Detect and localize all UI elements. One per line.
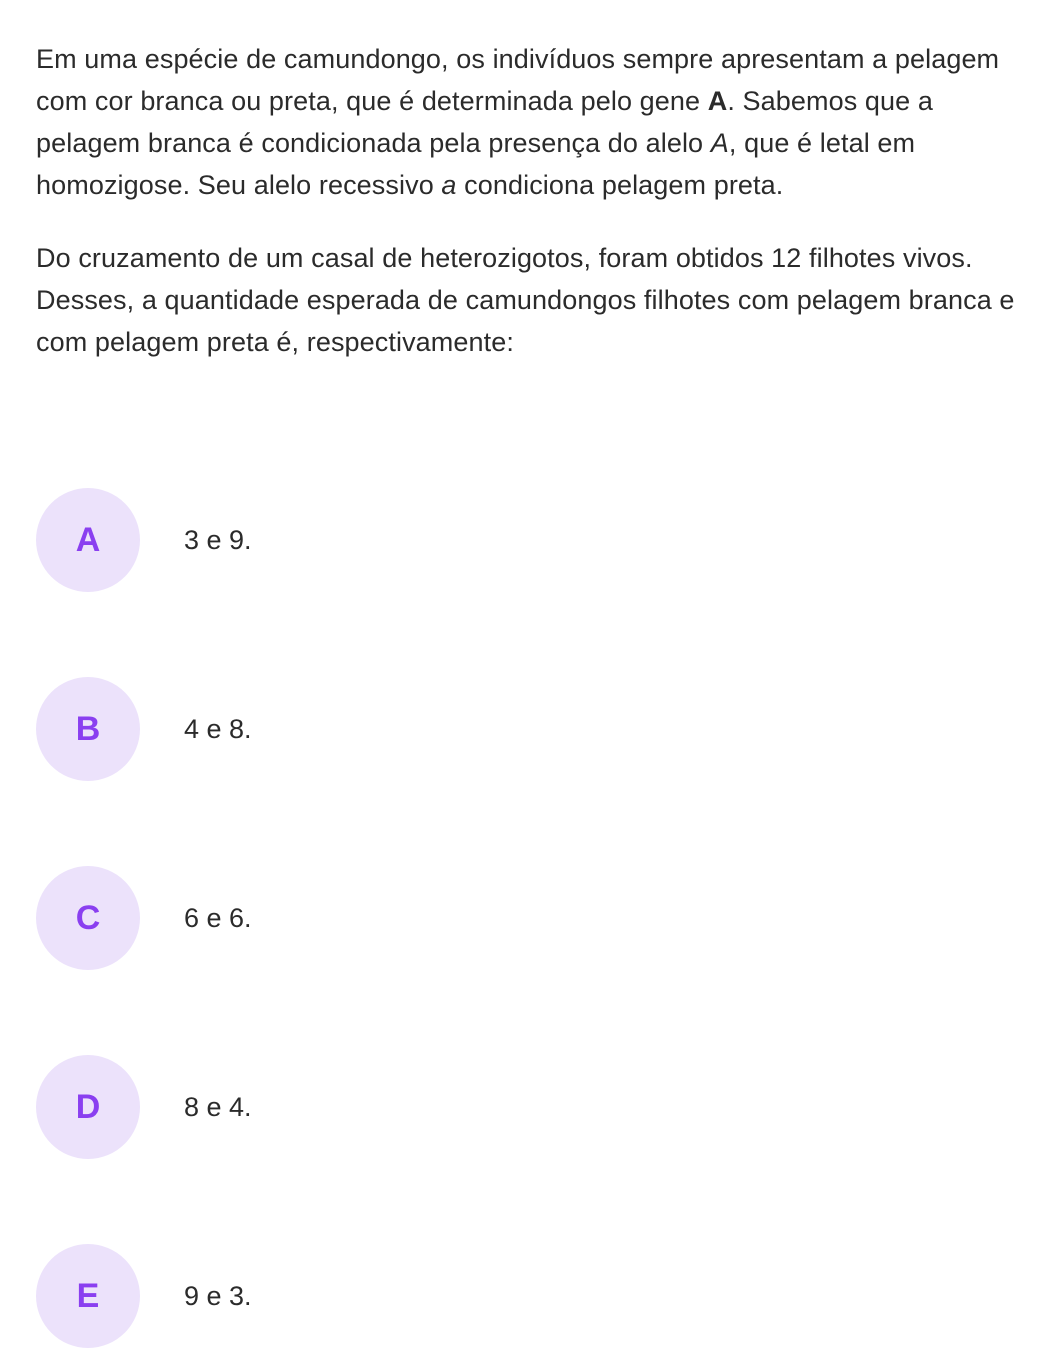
option-d-text: 8 e 4. bbox=[184, 1091, 252, 1122]
option-e-letter: E bbox=[76, 1276, 100, 1315]
option-e[interactable] bbox=[36, 1244, 936, 1348]
option-e-text: 9 e 3. bbox=[184, 1280, 252, 1311]
option-c[interactable] bbox=[36, 866, 936, 970]
option-d-letter-badge bbox=[36, 1055, 140, 1159]
option-a[interactable] bbox=[36, 488, 936, 592]
option-b-letter: B bbox=[75, 709, 101, 748]
option-b-text: 4 e 8. bbox=[184, 713, 252, 744]
recessive-allele-symbol: a bbox=[441, 170, 457, 200]
question-paragraph-2: Do cruzamento de um casal de heterozigotos, foram obtidos 12 filhotes vivos. Desses, a quantidade esperada de camundongos filhotes com pelagem branca e com pelagem preta é, respectivamente: bbox=[36, 243, 1015, 357]
option-d[interactable] bbox=[36, 1055, 936, 1159]
option-e-letter-badge bbox=[36, 1244, 140, 1348]
option-b-letter-badge bbox=[36, 677, 140, 781]
option-c-letter-badge bbox=[36, 866, 140, 970]
option-c-text: 6 e 6. bbox=[184, 902, 252, 933]
option-c-letter: C bbox=[75, 898, 101, 937]
option-d-letter: D bbox=[75, 1087, 101, 1126]
question-paragraph-1: Em uma espécie de camundongo, os indivíduos sempre apresentam a pelagem com cor branca ou preta, que é determinada pelo gene A. Sabemos que a pelagem branca é condicionada pela presença do alelo A, que é letal em homozigose. Seu alelo recessivo a condiciona pelagem preta. bbox=[36, 44, 1000, 200]
option-a-letter-badge bbox=[36, 488, 140, 592]
gene-symbol: A bbox=[707, 86, 728, 116]
question-text bbox=[36, 38, 1021, 363]
option-b[interactable] bbox=[36, 677, 936, 781]
option-a-letter: A bbox=[75, 520, 101, 559]
option-a-text: 3 e 9. bbox=[184, 524, 252, 555]
allele-symbol: A bbox=[710, 128, 729, 158]
